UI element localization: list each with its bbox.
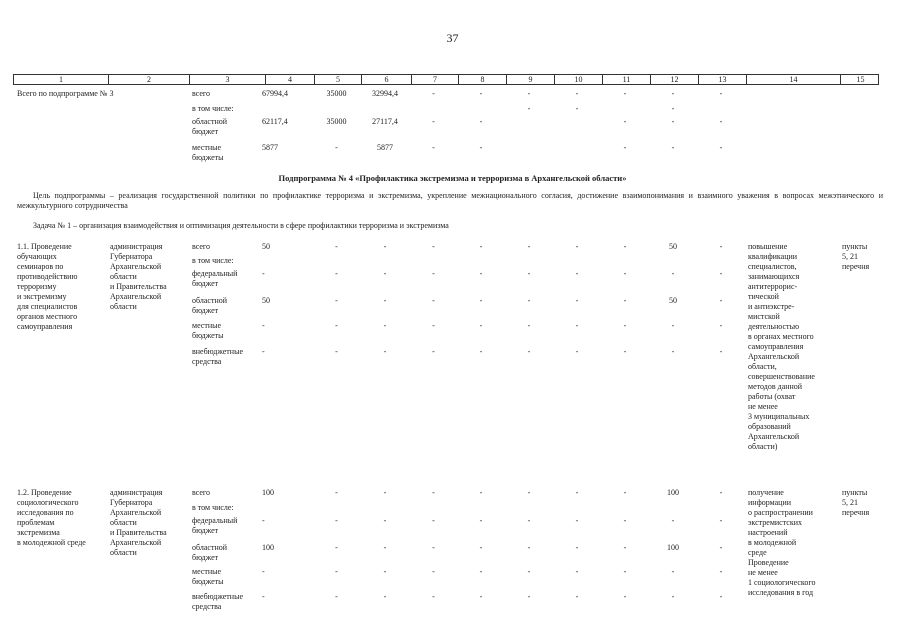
- value-cell: -: [623, 321, 627, 330]
- value-cell: -: [383, 567, 387, 576]
- value-cell: -: [575, 89, 579, 98]
- header-col-1: 1: [59, 75, 63, 84]
- value-cell: -: [527, 347, 531, 356]
- value-cell: -: [671, 269, 675, 278]
- value-cell: -: [575, 488, 579, 497]
- value-cell: -: [432, 117, 435, 126]
- header-col-8: 8: [458, 75, 506, 84]
- value-cell: 67994,4: [262, 89, 288, 98]
- value-cell: 100: [667, 543, 679, 552]
- value-cell: -: [383, 296, 387, 305]
- value-cell: -: [383, 488, 387, 497]
- value-cell: 32994,4: [372, 89, 398, 98]
- value-cell: -: [479, 321, 483, 330]
- value-cell: 27117,4: [372, 117, 398, 126]
- value-cell: -: [623, 488, 627, 497]
- value-cell: -: [432, 567, 435, 576]
- value-cell: -: [527, 321, 531, 330]
- value-cell: -: [527, 543, 531, 552]
- value-cell: -: [671, 143, 675, 152]
- funding-source: всего: [192, 89, 211, 98]
- value-cell: -: [623, 592, 627, 601]
- value-cell: -: [575, 567, 579, 576]
- funding-source: федеральный бюджет: [192, 516, 238, 535]
- value-cell: -: [575, 516, 579, 525]
- value-cell: 62117,4: [262, 117, 288, 126]
- value-cell: -: [262, 516, 265, 525]
- value-cell: -: [479, 516, 483, 525]
- value-cell: -: [575, 242, 579, 251]
- value-cell: -: [719, 592, 723, 601]
- value-cell: 100: [262, 543, 274, 552]
- measure-executor: администрация Губернатора Архангельской области и Правительства Архангельской области: [110, 242, 167, 311]
- value-cell: -: [575, 296, 579, 305]
- value-cell: -: [262, 321, 265, 330]
- value-cell: 5877: [377, 143, 393, 152]
- value-cell: -: [383, 242, 387, 251]
- value-cell: -: [623, 89, 627, 98]
- value-cell: -: [432, 592, 435, 601]
- value-cell: -: [671, 117, 675, 126]
- value-cell: -: [671, 516, 675, 525]
- header-col-5: 5: [314, 75, 361, 84]
- value-cell: -: [575, 269, 579, 278]
- value-cell: 35000: [326, 89, 347, 98]
- value-cell: -: [432, 296, 435, 305]
- value-cell: -: [527, 89, 531, 98]
- value-cell: -: [623, 516, 627, 525]
- value-cell: -: [479, 242, 483, 251]
- value-cell: -: [527, 516, 531, 525]
- value-cell: -: [527, 567, 531, 576]
- funding-source: внебюджетные средства: [192, 592, 243, 611]
- value-cell: -: [432, 89, 435, 98]
- value-cell: -: [527, 296, 531, 305]
- funding-source: внебюджетные средства: [192, 347, 243, 366]
- value-cell: -: [335, 143, 338, 152]
- value-cell: -: [527, 242, 531, 251]
- value-cell: -: [671, 592, 675, 601]
- funding-source: всего: [192, 488, 211, 497]
- value-cell: -: [623, 143, 627, 152]
- measure-name: 1.2. Проведение социологического исследования по проблемам экстремизма в молодежной среде: [17, 488, 86, 547]
- value-cell: -: [335, 592, 338, 601]
- value-cell: -: [432, 242, 435, 251]
- header-col-3: 3: [189, 75, 265, 84]
- value-cell: -: [262, 347, 265, 356]
- value-cell: -: [623, 242, 627, 251]
- value-cell: -: [719, 242, 723, 251]
- header-col-15: 15: [840, 75, 880, 84]
- measure-result: повышение квалификации специалистов, занимающихся антитеррорис- тической и антиэкстре- мистской деятельностью в органах местного самоуправления Архангельской области, совершенствование методов данной работы (охват не менее 3 муниципальных образований Архангельской области): [748, 242, 815, 451]
- value-cell: -: [335, 543, 338, 552]
- total-label: Всего по подпрограмме № 3: [17, 89, 114, 98]
- value-cell: -: [719, 117, 723, 126]
- value-cell: -: [432, 516, 435, 525]
- header-col-6: 6: [361, 75, 411, 84]
- value-cell: -: [671, 89, 675, 98]
- value-cell: -: [479, 117, 483, 126]
- funding-source: в том числе:: [192, 104, 234, 113]
- value-cell: -: [719, 321, 723, 330]
- funding-source: местные бюджеты: [192, 321, 224, 340]
- value-cell: -: [623, 347, 627, 356]
- value-cell: -: [623, 296, 627, 305]
- value-cell: -: [479, 296, 483, 305]
- value-cell: -: [262, 567, 265, 576]
- header-col-4: 4: [265, 75, 314, 84]
- table-header-row: [13, 74, 879, 85]
- value-cell: -: [383, 516, 387, 525]
- value-cell: -: [575, 592, 579, 601]
- value-cell: -: [335, 269, 338, 278]
- page-number: 37: [446, 31, 459, 45]
- value-cell: -: [527, 104, 531, 113]
- subprogram-goal: Цель подпрограммы – реализация государственной политики по профилактике терроризма и экстремизма, укрепление межнационального согласия, достижение взаимопонимания и взаимного уважения в вопросах межэтнического и межкультурного сотрудничества: [17, 191, 883, 210]
- header-col-2: 2: [108, 75, 189, 84]
- value-cell: -: [671, 104, 675, 113]
- funding-source: местные бюджеты: [192, 143, 224, 162]
- value-cell: -: [432, 543, 435, 552]
- value-cell: -: [335, 516, 338, 525]
- header-col-11: 11: [602, 75, 650, 84]
- value-cell: -: [527, 488, 531, 497]
- funding-source: федеральный бюджет: [192, 269, 238, 288]
- funding-source: областной бюджет: [192, 117, 228, 136]
- value-cell: -: [432, 488, 435, 497]
- header-col-13: 13: [698, 75, 746, 84]
- measure-reference: пункты 5, 21 перечня: [842, 488, 870, 517]
- value-cell: -: [527, 269, 531, 278]
- value-cell: -: [719, 543, 723, 552]
- value-cell: -: [479, 89, 483, 98]
- header-col-14: 14: [746, 75, 840, 84]
- value-cell: -: [575, 321, 579, 330]
- funding-source: областной бюджет: [192, 296, 228, 315]
- value-cell: -: [623, 269, 627, 278]
- value-cell: -: [262, 269, 265, 278]
- value-cell: -: [671, 321, 675, 330]
- value-cell: -: [671, 347, 675, 356]
- funding-source: в том числе:: [192, 256, 234, 265]
- value-cell: -: [575, 104, 579, 113]
- value-cell: -: [335, 488, 338, 497]
- value-cell: -: [262, 592, 265, 601]
- value-cell: -: [432, 347, 435, 356]
- value-cell: -: [383, 269, 387, 278]
- header-col-9: 9: [506, 75, 554, 84]
- value-cell: 50: [262, 296, 270, 305]
- value-cell: -: [383, 347, 387, 356]
- value-cell: -: [719, 567, 723, 576]
- header-col-10: 10: [554, 75, 602, 84]
- value-cell: -: [335, 567, 338, 576]
- value-cell: -: [479, 488, 483, 497]
- value-cell: 100: [262, 488, 274, 497]
- value-cell: -: [719, 488, 723, 497]
- value-cell: -: [335, 242, 338, 251]
- measure-reference: пункты 5, 21 перечня: [842, 242, 870, 271]
- value-cell: -: [383, 321, 387, 330]
- value-cell: -: [623, 543, 627, 552]
- value-cell: -: [719, 296, 723, 305]
- value-cell: -: [479, 592, 483, 601]
- measure-name: 1.1. Проведение обучающих семинаров по противодействию терроризму и экстремизму для специалистов органов местного самоуправления: [17, 242, 78, 331]
- value-cell: 100: [667, 488, 679, 497]
- value-cell: -: [719, 516, 723, 525]
- funding-source: всего: [192, 242, 211, 251]
- value-cell: -: [527, 592, 531, 601]
- value-cell: -: [719, 89, 723, 98]
- value-cell: -: [432, 269, 435, 278]
- value-cell: -: [623, 567, 627, 576]
- header-col-12: 12: [650, 75, 698, 84]
- value-cell: -: [335, 296, 338, 305]
- subprogram-title: Подпрограмма № 4 «Профилактика экстремизма и терроризма в Архангельской области»: [278, 173, 627, 183]
- value-cell: -: [623, 117, 627, 126]
- funding-source: местные бюджеты: [192, 567, 224, 586]
- value-cell: -: [479, 567, 483, 576]
- value-cell: -: [719, 347, 723, 356]
- value-cell: -: [335, 321, 338, 330]
- value-cell: 50: [669, 242, 677, 251]
- funding-source: в том числе:: [192, 503, 234, 512]
- value-cell: 50: [262, 242, 270, 251]
- value-cell: -: [719, 269, 723, 278]
- value-cell: -: [432, 143, 435, 152]
- value-cell: -: [335, 347, 338, 356]
- task-heading: Задача № 1 – организация взаимодействия и оптимизация деятельности в сфере профилактики терроризма и экстремизма: [33, 221, 449, 230]
- measure-result: получение информации о распространении экстремистских настроений в молодежной среде Проведение не менее 1 социологического исследования в год: [748, 488, 816, 597]
- value-cell: -: [575, 347, 579, 356]
- value-cell: -: [479, 269, 483, 278]
- value-cell: -: [719, 143, 723, 152]
- value-cell: -: [479, 543, 483, 552]
- value-cell: -: [383, 592, 387, 601]
- measure-executor: администрация Губернатора Архангельской области и Правительства Архангельской области: [110, 488, 167, 557]
- value-cell: 50: [669, 296, 677, 305]
- value-cell: 35000: [326, 117, 347, 126]
- value-cell: -: [383, 543, 387, 552]
- header-col-7: 7: [411, 75, 458, 84]
- value-cell: 5877: [262, 143, 278, 152]
- value-cell: -: [671, 567, 675, 576]
- value-cell: -: [575, 543, 579, 552]
- value-cell: -: [432, 321, 435, 330]
- value-cell: -: [479, 347, 483, 356]
- funding-source: областной бюджет: [192, 543, 228, 562]
- value-cell: -: [479, 143, 483, 152]
